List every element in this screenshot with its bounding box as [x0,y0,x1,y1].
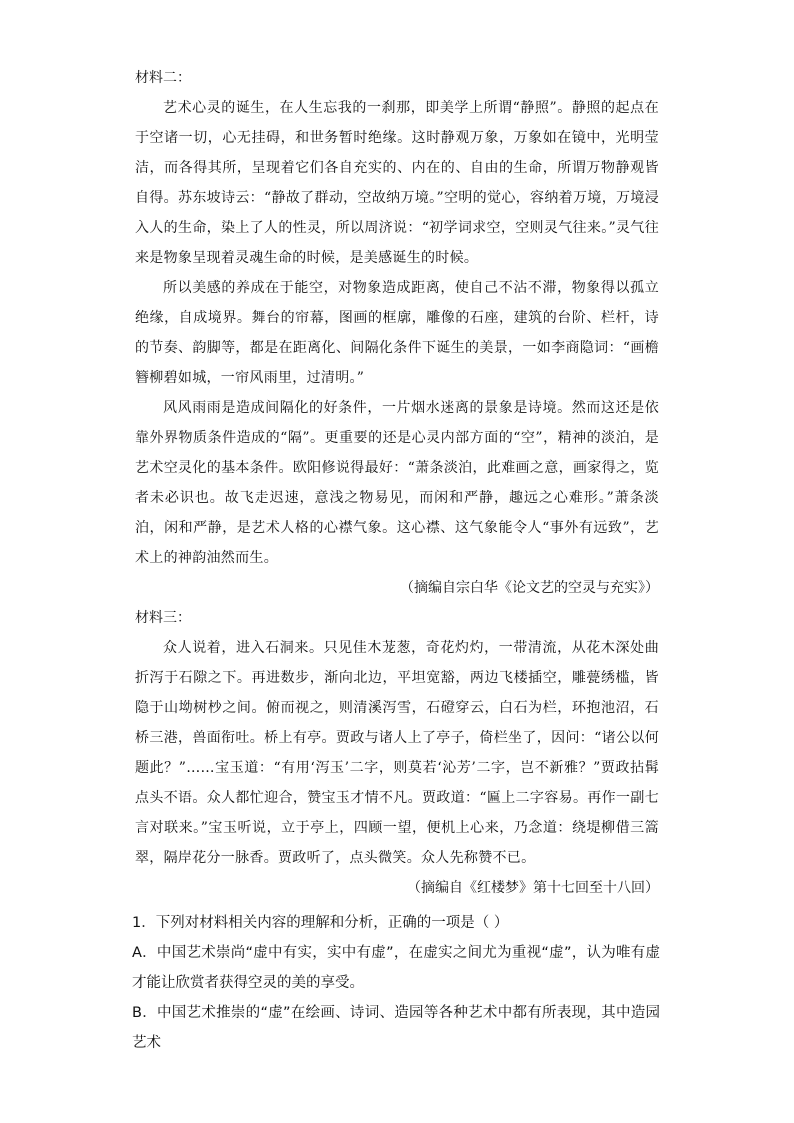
material-three-paragraph-1: 众人说着，进入石洞来。只见佳木茏葱，奇花灼灼，一带清流，从花木深处曲折泻于石隙之下。再进数步，渐向北边，平坦宽豁，两边飞楼插空，雕甍绣槛，皆隐于山坳树杪之间。俯而视之，则清溪泻雪，石磴穿云，白石为栏，环抱池沼，石桥三港，兽面衔吐。桥上有亭。贾政与诸人上了亭子，倚栏坐了，因问：“诸公以何题此？”……宝玉道：“有用‘泻玉’二字，则莫若‘沁芳’二字，岂不新雅？”贾政拈髯点头不语。众人都忙迎合，赞宝玉才情不凡。贾政道：“匾上二字容易。再作一副七言对联来。”宝玉听说，立于亭上，四顾一望，便机上心来，乃念道：绕堤柳借三篙翠，隔岸花分一脉香。贾政听了，点头微笑。众人先称赞不已。 [135,640,659,866]
question-option-b[interactable]: B．中国艺术推崇的“虚”在绘画、诗词、造园等各种艺术中都有所表现，其中造园艺术 [132,1005,660,1051]
material-two-section [135,63,659,903]
material-two-paragraph-2: 所以美感的养成在于能空，对物象造成距离，使自己不沾不滞，物象得以孤立绝缘，自成境界。舞台的帘幕，图画的框廓，雕像的石座，建筑的台阶、栏杆，诗的节奏、韵脚等，都是在距离化、间隔化条件下诞生的美景，一如李商隐词：“画檐簪柳碧如城，一帘风雨里，过清明。” [135,280,659,386]
material-three-source: （摘编自《红楼梦》第十七回至十八回） [407,880,659,896]
question-stem: 1．下列对材料相关内容的理解和分析，正确的一项是（ ） [132,915,509,931]
question-1 [132,908,660,1058]
question-option-a[interactable]: A．中国艺术崇尚“虚中有实，实中有虚”，在虚实之间尤为重视“虚”，认为唯有虚才能让欣赏者获得空灵的美的享受。 [132,945,660,991]
material-two-source: （摘编自宗白华《论文艺的空灵与充实》） [400,580,659,596]
material-two-label: 材料二： [135,70,191,86]
material-two-paragraph-3: 风风雨雨是造成间隔化的好条件，一片烟水迷离的景象是诗境。然而这还是依靠外界物质条件造成的“隔”。更重要的还是心灵内部方面的“空”，精神的淡泊，是艺术空灵化的基本条件。欧阳修说得最好：“萧条淡泊，此难画之意，画家得之，览者未必识也。故飞走迟速，意浅之物易见，而闲和严静，趣远之心难形。”萧条淡泊，闲和严静，是艺术人格的心襟气象。这心襟、这气象能令人“事外有远致”，艺术上的神韵油然而生。 [135,400,659,566]
material-two-paragraph-1: 艺术心灵的诞生，在人生忘我的一刹那，即美学上所谓“静照”。静照的起点在于空诸一切，心无挂碍，和世务暂时绝缘。这时静观万象，万象如在镜中，光明莹洁，而各得其所，呈现着它们各自充实的、内在的、自由的生命，所谓万物静观皆自得。苏东坡诗云：“静故了群动，空故纳万境。”空明的觉心，容纳着万境，万境浸入人的生命，染上了人的性灵，所以周济说：“初学词求空，空则灵气往来。”灵气往来是物象呈现着灵魂生命的时候，是美感诞生的时候。 [135,100,659,266]
material-three-label: 材料三： [135,610,191,626]
